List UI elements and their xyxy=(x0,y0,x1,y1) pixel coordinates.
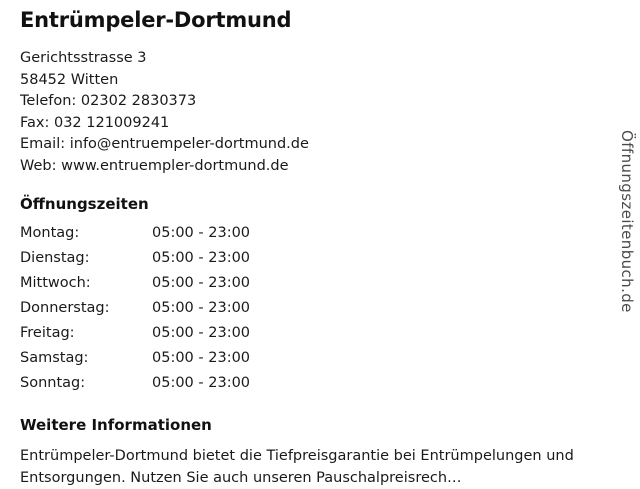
day-hours: 05:00 - 23:00 xyxy=(152,375,251,391)
day-label: Montag: xyxy=(20,225,80,241)
table-row xyxy=(20,375,292,400)
day-label: Freitag: xyxy=(20,325,75,341)
day-label: Sonntag: xyxy=(20,375,86,391)
email-line: Email: info@entruempeler-dortmund.de xyxy=(20,136,309,152)
day-label: Dienstag: xyxy=(20,250,90,266)
table-row xyxy=(20,275,292,300)
address-block xyxy=(20,48,600,177)
main-content xyxy=(20,8,600,489)
table-row xyxy=(20,225,292,250)
table-row xyxy=(20,250,292,275)
address-city: 58452 Witten xyxy=(20,71,119,88)
opening-hours-table xyxy=(20,225,292,400)
opening-hours-heading: Öffnungszeiten xyxy=(20,195,149,213)
further-information-text: Entrümpeler-Dortmund bietet die Tiefpreisgarantie bei Entrümpelungen und Entsorgungen. Nutzen Sie auch unseren Pauschalpreisrech… xyxy=(20,448,574,486)
table-row xyxy=(20,325,292,350)
phone-line: Telefon: 02302 2830373 xyxy=(20,93,197,109)
day-hours: 05:00 - 23:00 xyxy=(152,225,251,241)
day-label: Mittwoch: xyxy=(20,275,91,291)
day-label: Donnerstag: xyxy=(20,300,110,316)
day-hours: 05:00 - 23:00 xyxy=(152,325,251,341)
table-row xyxy=(20,300,292,325)
website-line: Web: www.entruempler-dortmund.de xyxy=(20,157,289,174)
fax-line: Fax: 032 121009241 xyxy=(20,114,170,131)
day-hours: 05:00 - 23:00 xyxy=(152,250,251,266)
day-hours: 05:00 - 23:00 xyxy=(152,300,251,316)
day-hours: 05:00 - 23:00 xyxy=(152,275,251,291)
further-information-heading: Weitere Informationen xyxy=(20,416,212,434)
day-hours: 05:00 - 23:00 xyxy=(152,350,251,366)
day-label: Samstag: xyxy=(20,350,89,366)
page-title: Entrümpeler-Dortmund xyxy=(20,8,292,32)
table-row xyxy=(20,350,292,375)
watermark-label: Öffnungszeitenbuch.de xyxy=(618,130,636,313)
address-street: Gerichtsstrasse 3 xyxy=(20,50,147,66)
